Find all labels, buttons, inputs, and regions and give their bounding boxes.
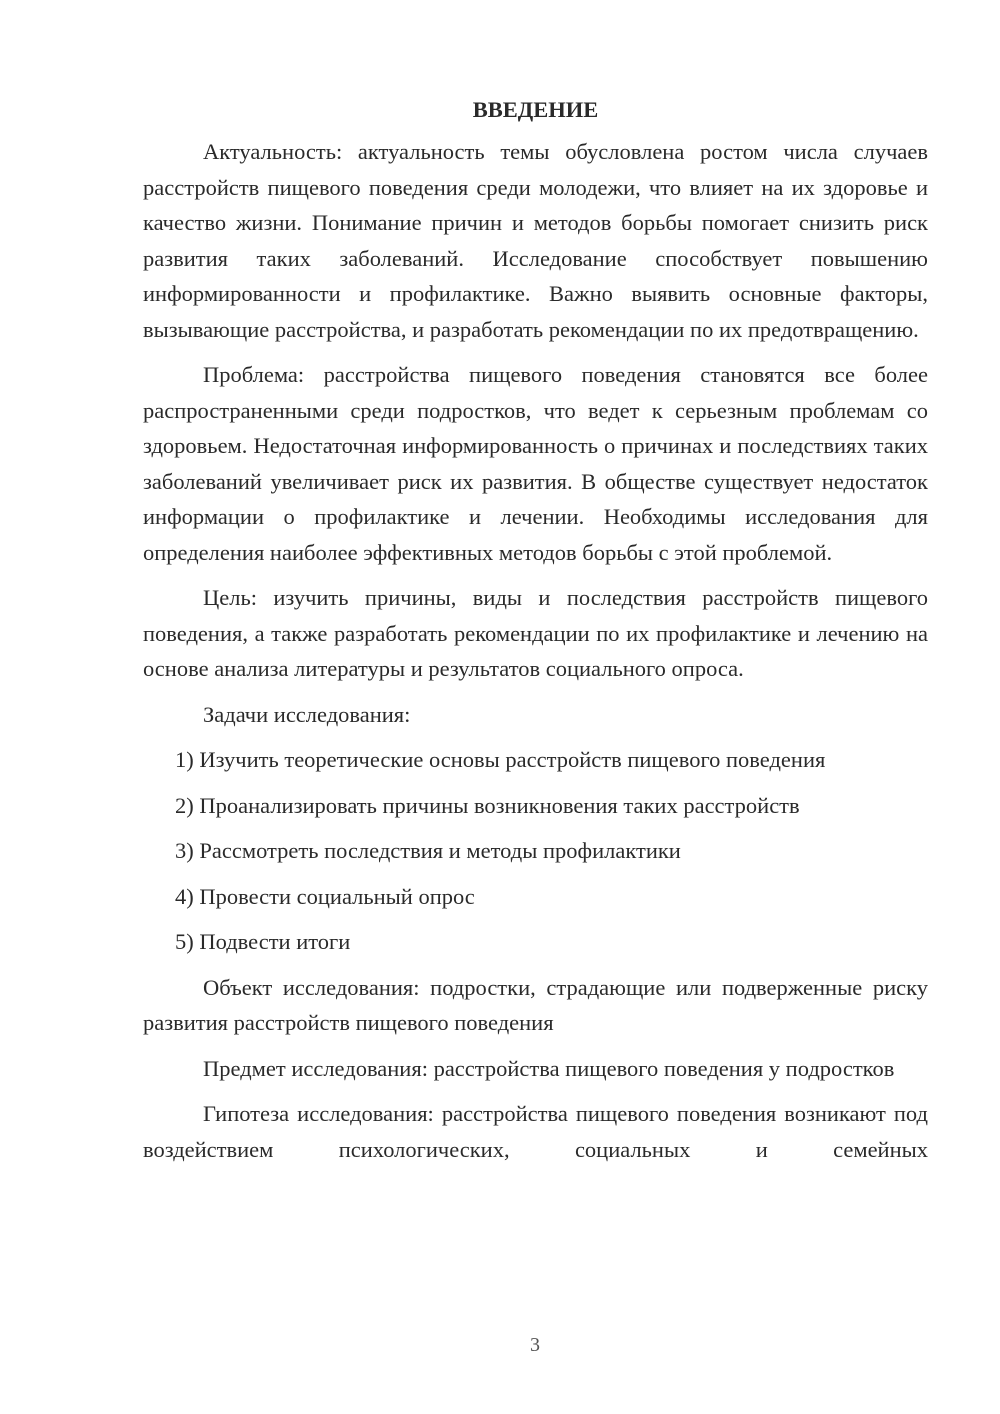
tasks-header: Задачи исследования:: [203, 701, 411, 727]
section-heading: ВВЕДЕНИЕ: [472, 97, 599, 122]
page-content: [143, 92, 928, 1177]
task-item: 4) Провести социальный опрос: [175, 883, 475, 909]
task-item: 3) Рассмотреть последствия и методы профилактики: [175, 838, 681, 863]
paragraph-hypothesis: Гипотеза исследования: расстройства пищевого поведения возникают под воздействием психологических, социальных и семейных: [143, 1101, 928, 1162]
task-item: 1) Изучить теоретические основы расстройств пищевого поведения: [175, 747, 826, 772]
paragraph-problem: Проблема: расстройства пищевого поведения становятся все более распространенными среди подростков, что ведет к серьезным проблемам со здоровьем. Недостаточная информированность о причинах и последствиях таких заболеваний увеличивает риск их развития. В обществе существует недостаток информации о профилактике и лечении. Необходимы исследования для определения наиболее эффективных методов борьбы с этой проблемой.: [143, 362, 928, 565]
task-item: 5) Подвести итоги: [175, 929, 351, 954]
paragraph-relevance: Актуальность: актуальность темы обусловлена ростом числа случаев расстройств пищевого поведения среди молодежи, что влияет на их здоровье и качество жизни. Понимание причин и методов борьбы помогает снизить риск развития таких заболеваний. Исследование способствует повышению информированности и профилактике. Важно выявить основные факторы, вызывающие расстройства, и разработать рекомендации по их предотвращению.: [143, 139, 928, 342]
task-item: 2) Проанализировать причины возникновения таких расстройств: [175, 792, 800, 818]
paragraph-subject: Предмет исследования: расстройства пищевого поведения у подростков: [203, 1055, 895, 1081]
page-number: 3: [530, 1334, 540, 1356]
paragraph-object: Объект исследования: подростки, страдающие или подверженные риску развития расстройств пищевого поведения: [143, 974, 928, 1035]
paragraph-goal: Цель: изучить причины, виды и последствия расстройств пищевого поведения, а также разработать рекомендации по их профилактике и лечению на основе анализа литературы и результатов социального опроса.: [143, 585, 928, 681]
